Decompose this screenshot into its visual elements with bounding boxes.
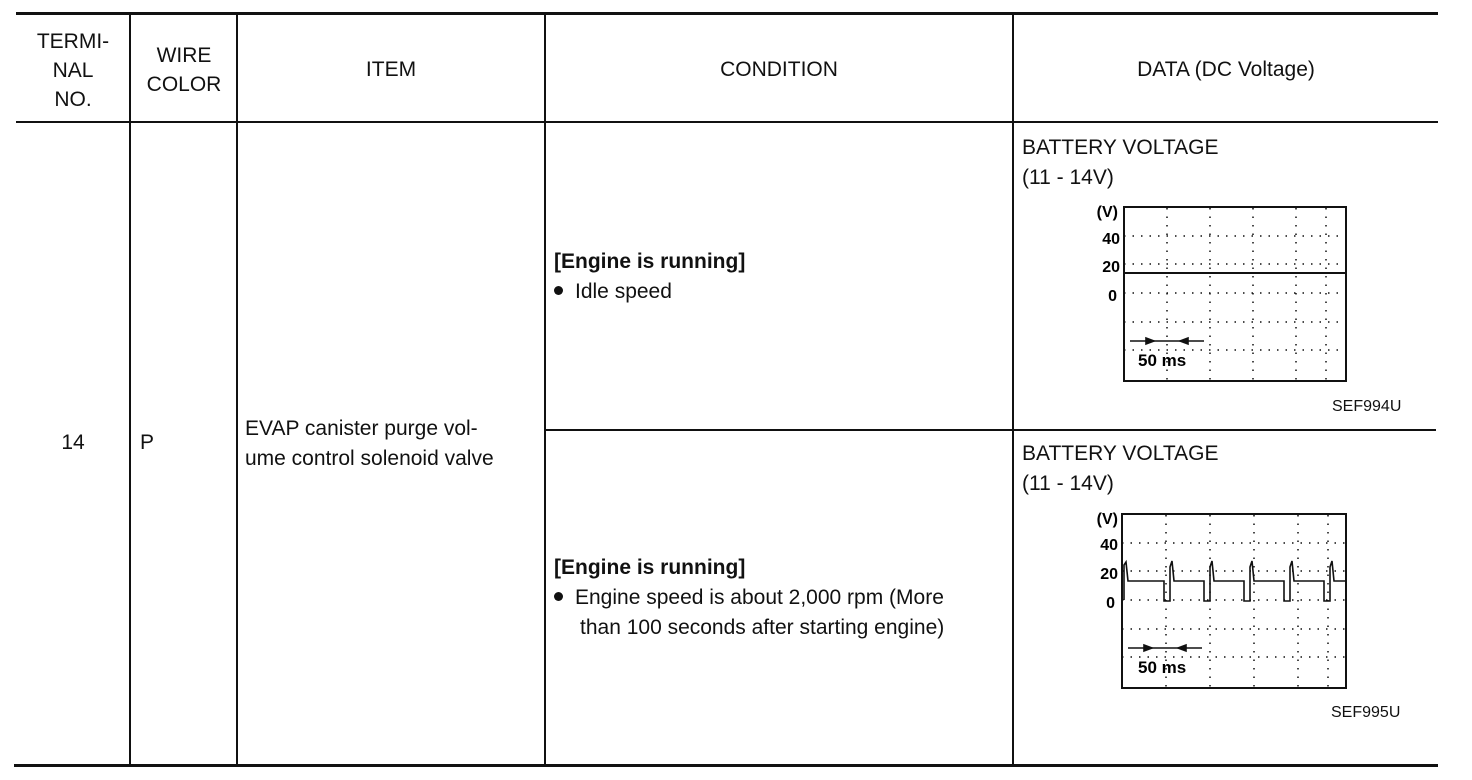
- bullet-icon: [554, 286, 563, 295]
- header-bottom-rule: [16, 121, 1438, 123]
- figure-id-1: SEF994U: [1332, 398, 1402, 415]
- item-name: EVAP canister purge vol- ume control solenoid valve: [245, 417, 494, 470]
- table-top-rule: [16, 12, 1438, 15]
- scope-1-tick-0: 0: [1108, 288, 1117, 305]
- wire-color: P: [140, 431, 155, 454]
- condition-1-bullet: Idle speed: [554, 277, 745, 307]
- oscilloscope-1: [1074, 198, 1364, 386]
- condition-2: [554, 553, 944, 643]
- column-divider-2: [236, 12, 238, 764]
- scope-2-pulse-waveform: [1124, 561, 1346, 601]
- column-divider-3: [544, 12, 546, 764]
- figure-id-2: SEF995U: [1331, 704, 1401, 721]
- header-condition: CONDITION: [720, 58, 838, 81]
- condition-2-bullet-cont: than 100 seconds after starting engine): [580, 616, 945, 639]
- scope-2-time-scale-arrow: [1128, 645, 1202, 651]
- scope-2-time-scale: 50 ms: [1138, 658, 1187, 677]
- scope-2-tick-20: 20: [1100, 566, 1118, 583]
- header-item: ITEM: [365, 58, 417, 81]
- header-data: DATA (DC Voltage): [1137, 58, 1315, 81]
- oscilloscope-2: [1072, 505, 1362, 693]
- terminal-number: 14: [61, 431, 85, 454]
- condition-1: [554, 247, 745, 307]
- table-bottom-rule: [14, 764, 1438, 767]
- scope-2-unit: (V): [1096, 511, 1118, 528]
- scope-2-tick-40: 40: [1100, 537, 1118, 554]
- column-divider-1: [129, 12, 131, 764]
- data-2-voltage: BATTERY VOLTAGE (11 - 14V): [1022, 442, 1219, 495]
- condition-divider-rule: [544, 429, 1436, 431]
- data-1-voltage: BATTERY VOLTAGE (11 - 14V): [1022, 136, 1219, 189]
- column-divider-4: [1012, 12, 1014, 764]
- header-terminal-no: TERMI- NAL NO.: [36, 30, 110, 111]
- scope-1-tick-20: 20: [1102, 259, 1120, 276]
- condition-2-bullet: Engine speed is about 2,000 rpm (More: [554, 583, 944, 613]
- condition-1-title: [Engine is running]: [554, 250, 746, 273]
- scope-1-tick-40: 40: [1102, 231, 1120, 248]
- scope-2-tick-0: 0: [1106, 595, 1115, 612]
- header-wire-color: WIRE COLOR: [146, 44, 222, 96]
- condition-2-title: [Engine is running]: [554, 556, 746, 579]
- scope-1-unit: (V): [1096, 204, 1118, 221]
- bullet-icon: [554, 592, 563, 601]
- scope-1-time-scale: 50 ms: [1138, 351, 1187, 370]
- scope-1-time-scale-arrow: [1130, 338, 1204, 344]
